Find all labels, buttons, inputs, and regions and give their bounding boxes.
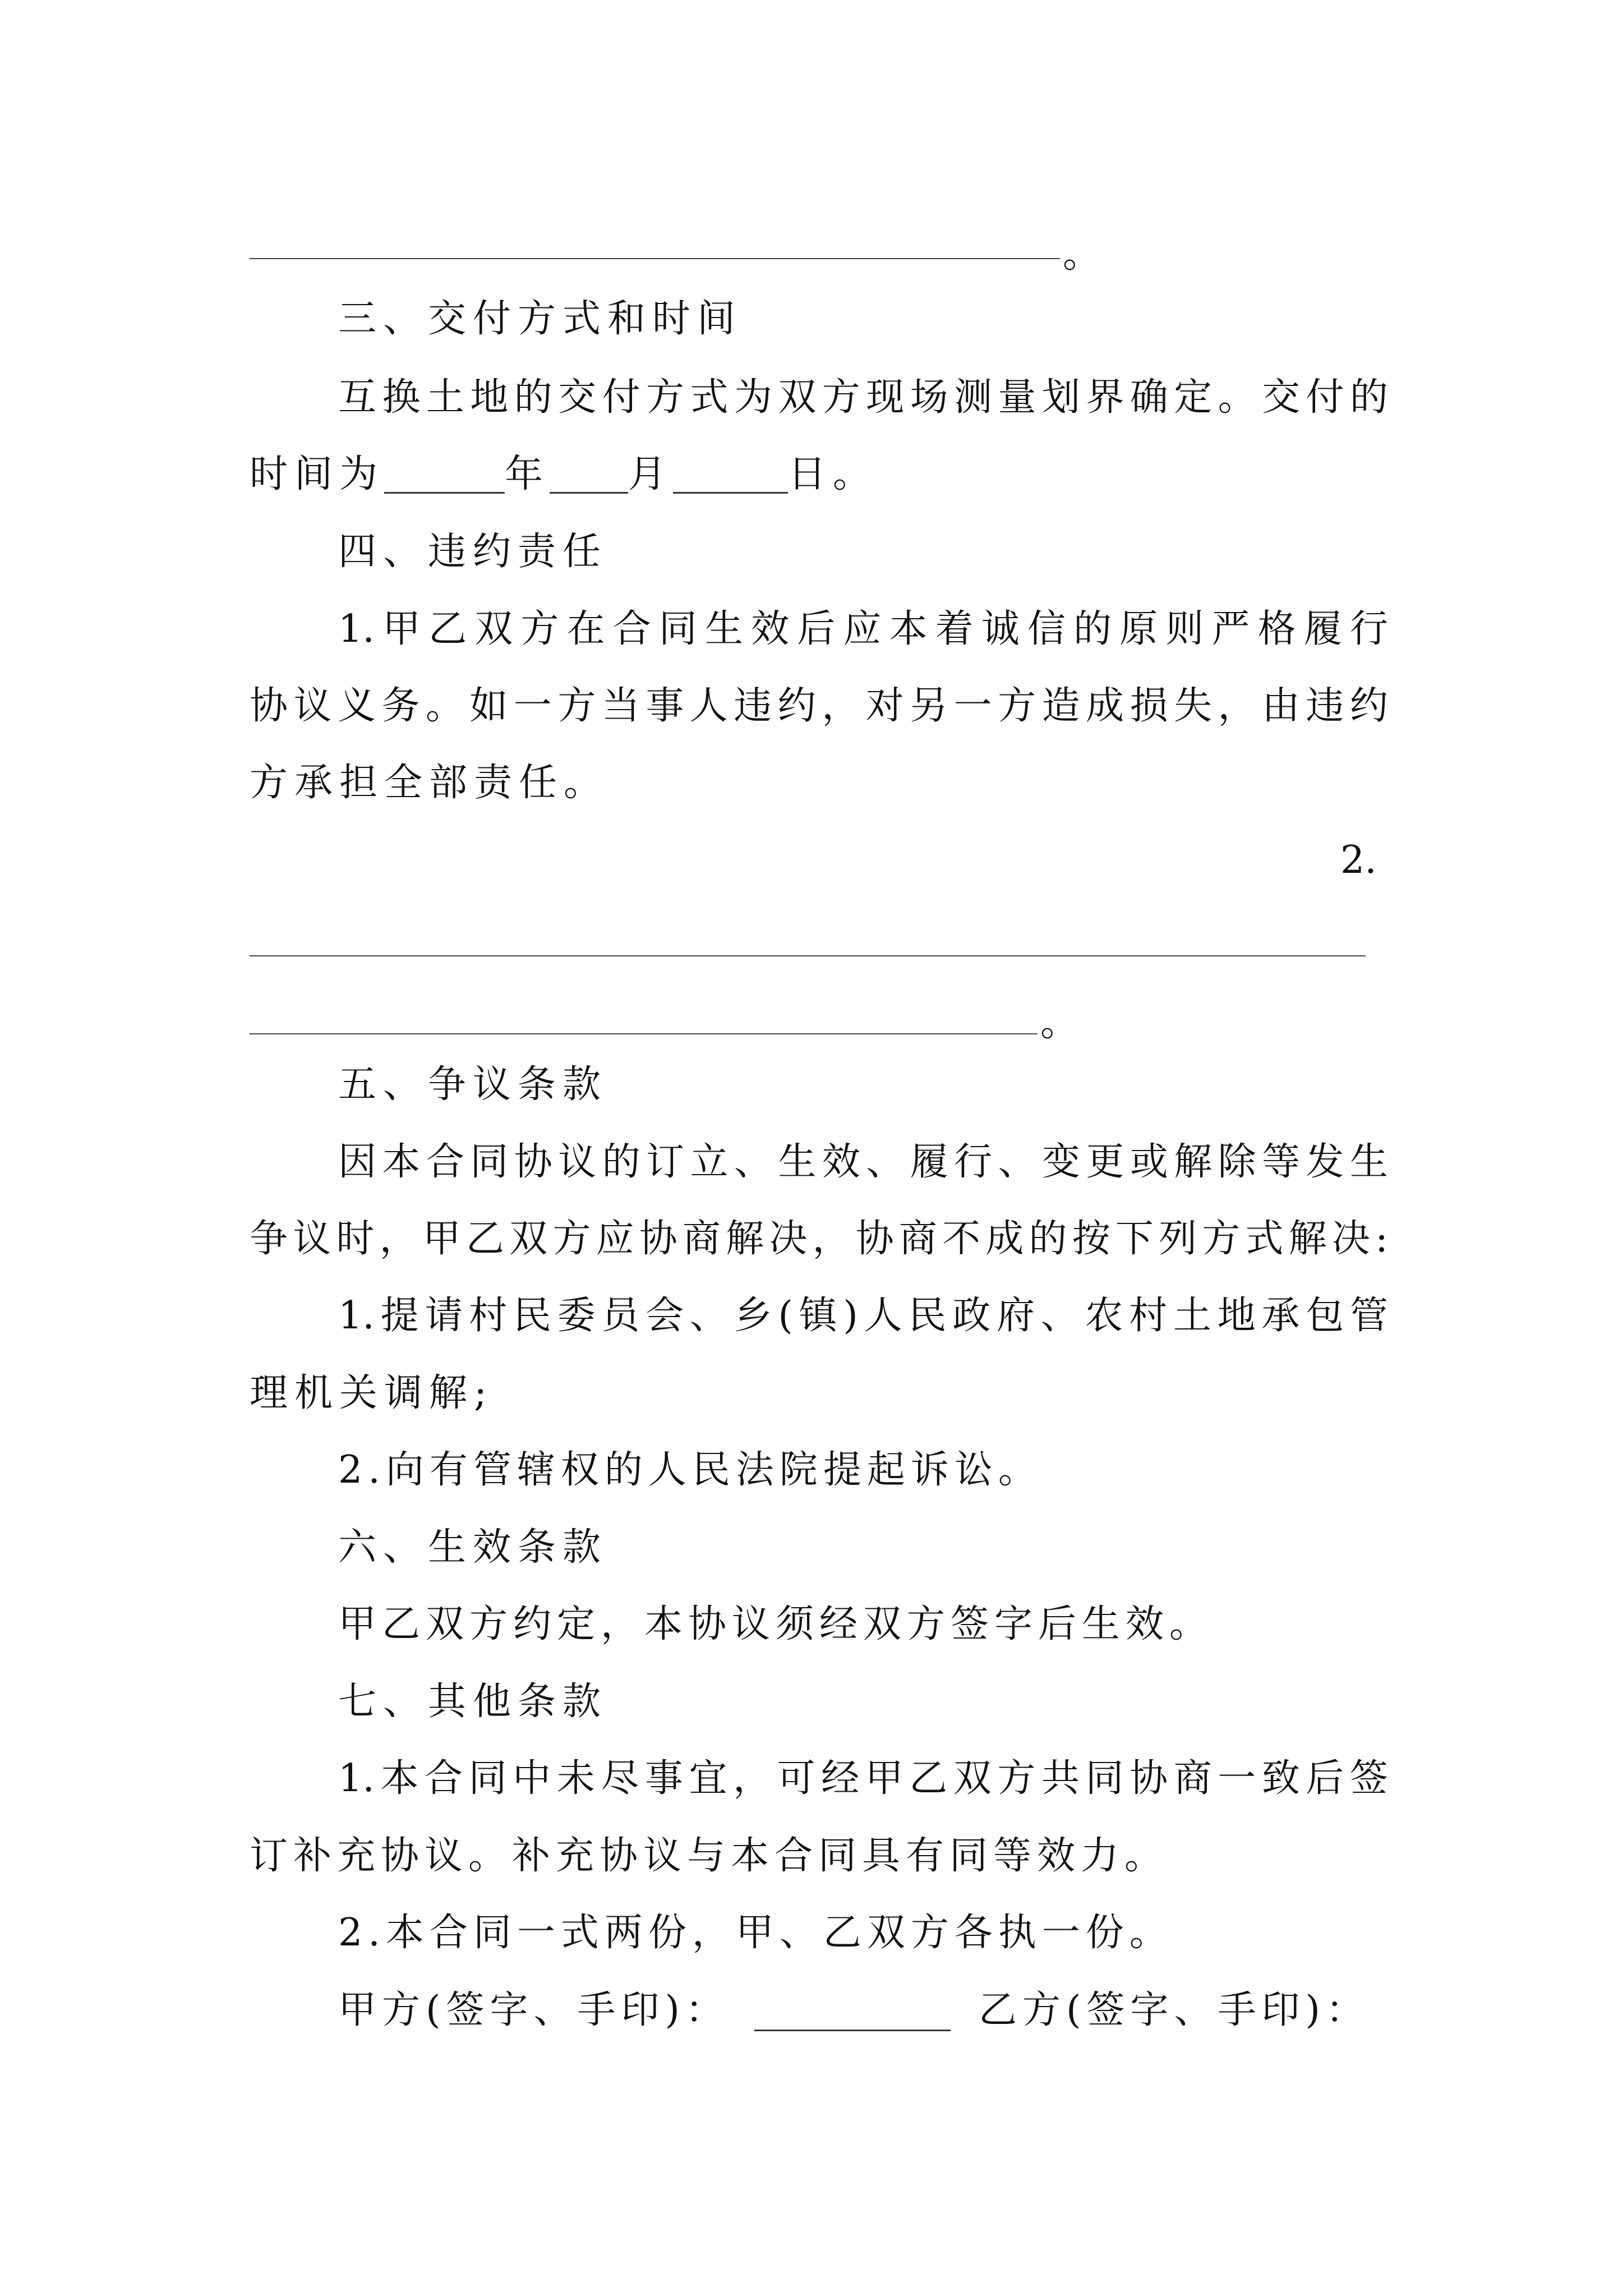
- section-6-title: 六、生效条款: [338, 1525, 608, 1570]
- section-5-paragraph-line-1: 因本合同协议的订立、生效、履行、变更或解除等发生: [338, 1140, 1388, 1184]
- party-a-signature-label: 甲方(签字、手印)：: [338, 1988, 730, 2032]
- section-5-item-2: 2.向有管辖权的人民法院提起诉讼。: [338, 1448, 1042, 1492]
- section-3-title: 三、交付方式和时间: [338, 297, 743, 341]
- sentence-end: 。: [1063, 232, 1101, 277]
- section-3-paragraph-line-1: 互换土地的交付方式为双方现场测量划界确定。交付的: [338, 375, 1388, 420]
- section-5-item-1-line-2: 理机关调解;: [250, 1371, 494, 1415]
- fill-in-rule: [250, 258, 1060, 259]
- party-a-signature-blank[interactable]: [754, 2030, 951, 2031]
- section-3-paragraph-line-2: [250, 452, 878, 496]
- section-5-paragraph-line-2: 争议时，甲乙双方应协商解决，协商不成的按下列方式解决:: [250, 1217, 1388, 1261]
- day-label: 日。: [788, 452, 878, 496]
- section-7-item-1-line-2: 订补充协议。补充协议与本合同具有同等效力。: [250, 1834, 1169, 1878]
- section-7-title: 七、其他条款: [338, 1680, 608, 1724]
- section-4-item-1-line-2: 协议义务。如一方当事人违约，对另一方造成损失，由违约: [250, 684, 1388, 728]
- section-4-item-1-line-3: 方承担全部责任。: [250, 761, 609, 805]
- sentence-end: 。: [1040, 1001, 1079, 1045]
- section-6-paragraph: 甲乙双方约定，本协议须经双方签字后生效。: [338, 1602, 1214, 1646]
- section-7-item-2: 2.本合同一式两份，甲、乙双方各执一份。: [338, 1911, 1173, 1955]
- section-5-title: 五、争议条款: [338, 1062, 608, 1107]
- party-b-signature-label: 乙方(签字、手印)：: [979, 1988, 1370, 2032]
- month-blank: [550, 458, 628, 494]
- section-7-item-1-line-1: 1.本合同中未尽事宜，可经甲乙双方共同协商一致后签: [338, 1756, 1388, 1801]
- day-blank: [673, 458, 788, 494]
- section-4-title: 四、违约责任: [338, 530, 608, 574]
- year-label: 年: [505, 452, 550, 496]
- section-4-item-1-line-1: 1.甲乙双方在合同生效后应本着诚信的原则严格履行: [338, 607, 1388, 651]
- fill-in-rule: [250, 1033, 1038, 1034]
- fill-in-rule: [250, 955, 1366, 956]
- year-blank: [384, 458, 505, 494]
- delivery-time-label: 时间为: [250, 452, 385, 496]
- section-4-item-2-number: 2.: [1340, 838, 1377, 882]
- section-5-item-1-line-1: 1.提请村民委员会、乡(镇)人民政府、农村土地承包管: [338, 1294, 1388, 1338]
- month-label: 月: [628, 452, 674, 496]
